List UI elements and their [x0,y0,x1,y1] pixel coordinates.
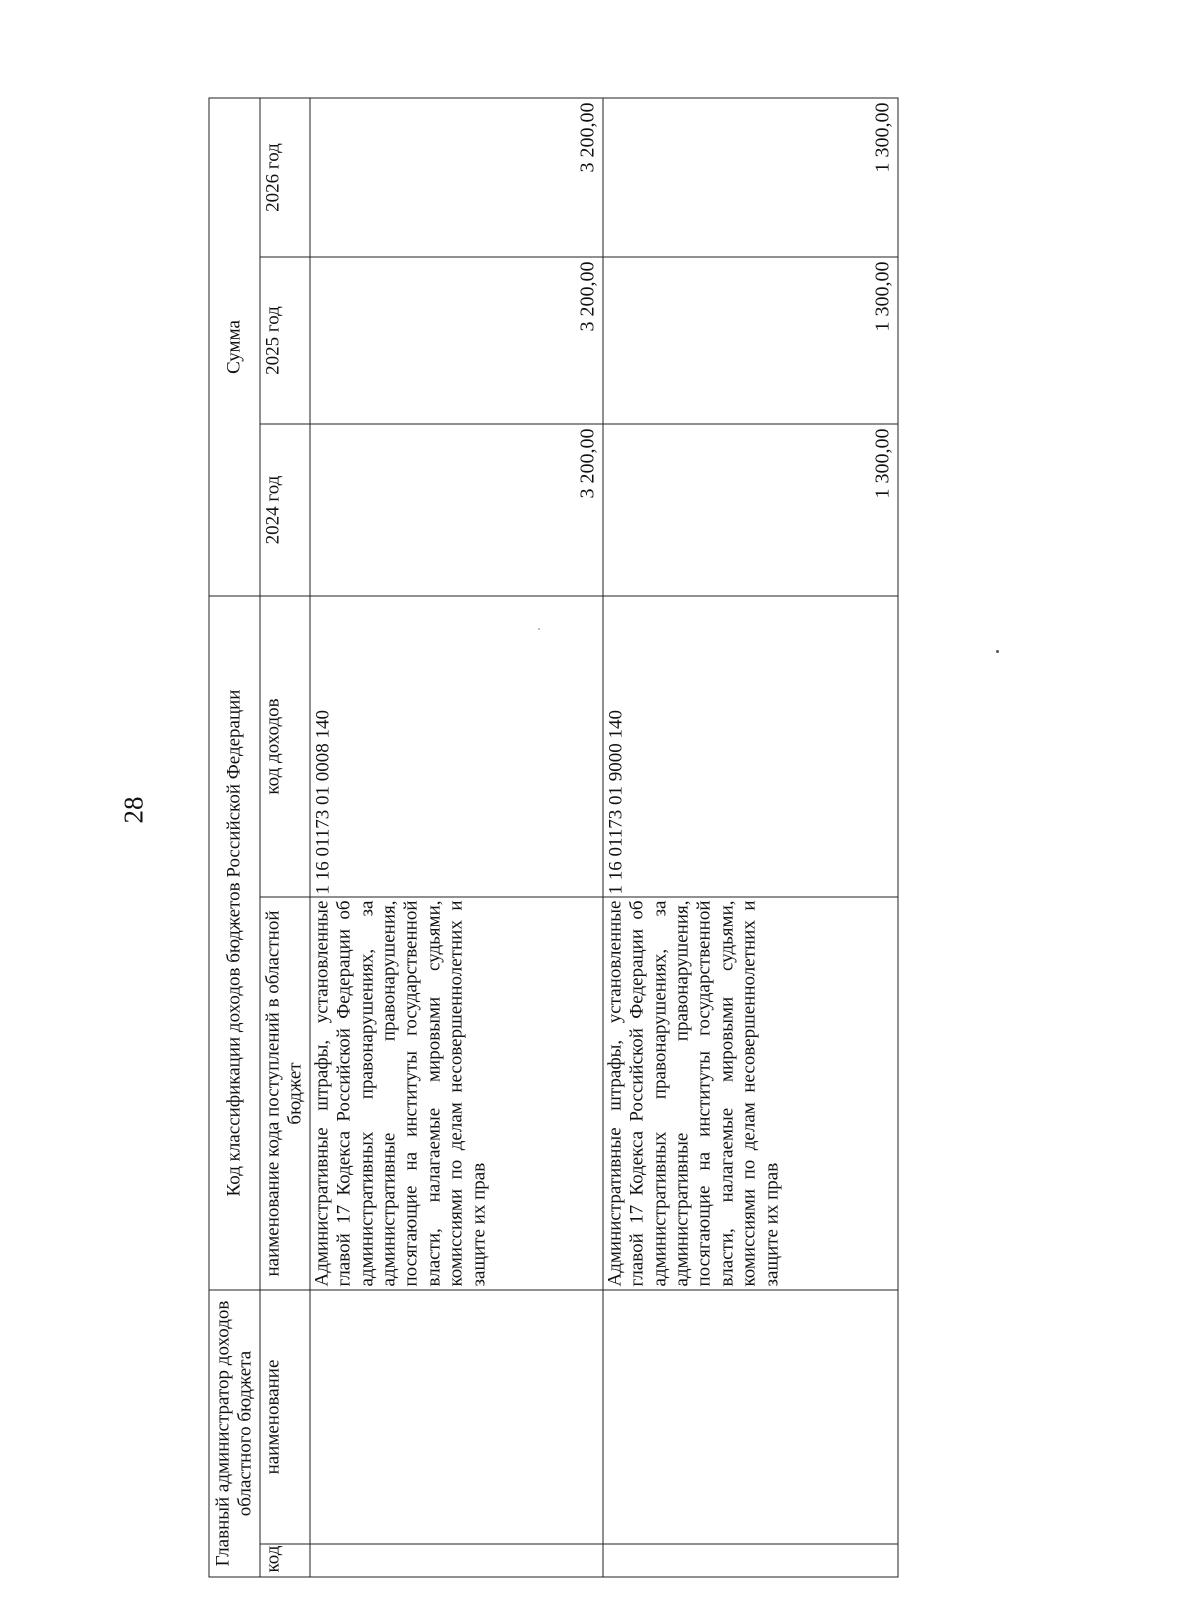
row-amount-2025: 3 200,00 [309,257,602,424]
row-amount-2025: 1 300,00 [602,257,897,424]
row-admin-code [602,1544,897,1577]
page-number: 28 [118,796,149,824]
header-sum-group: Сумма [209,98,260,596]
row-admin-code [309,1544,602,1577]
table-row [309,98,602,1577]
scan-speck [538,628,540,630]
header-classification-group: Код классификации доходов бюджетов Российской Федерации [209,596,260,1290]
row-income-name: Административные штрафы, установленные главой 17 Кодекса Российской Федерации об административных правонарушениях, за административные правонарушения, посягающие на институты государственной власти, налагаемые мировыми судьями, комиссиями по делам несовершеннолетних и защите их прав [309,897,602,1290]
row-admin-name [602,1290,897,1544]
header-admin-group: Главный администратор доходов областного бюджета [209,1290,260,1577]
row-amount-2024: 1 300,00 [602,424,897,596]
row-amount-2026: 1 300,00 [602,98,897,257]
row-income-code: 1 16 01173 01 9000 140 [602,596,897,897]
rotated-table-container [208,99,896,1578]
row-amount-2024: 3 200,00 [309,424,602,596]
row-amount-2026: 3 200,00 [309,98,602,257]
row-income-name: Административные штрафы, установленные главой 17 Кодекса Российской Федерации об административных правонарушениях, за административные правонарушения, посягающие на институты государственной власти, налагаемые мировыми судьями, комиссиями по делам несовершеннолетних и защите их прав [602,897,897,1290]
header-year-2025: 2025 год [260,257,310,424]
header-code: код [260,1544,310,1577]
header-income-name: наименование кода поступлений в областной бюджет [260,897,310,1290]
header-income-code: код доходов [260,596,310,897]
row-admin-name [309,1290,602,1544]
header-row-top [209,98,260,1577]
header-year-2026: 2026 год [260,98,310,257]
scan-speck [996,650,999,653]
header-year-2024: 2024 год [260,424,310,596]
row-income-code: 1 16 01173 01 0008 140 [309,596,602,897]
header-row-sub [260,98,310,1577]
table-row [602,98,897,1577]
header-name: наименование [260,1290,310,1544]
income-table [208,98,898,1578]
